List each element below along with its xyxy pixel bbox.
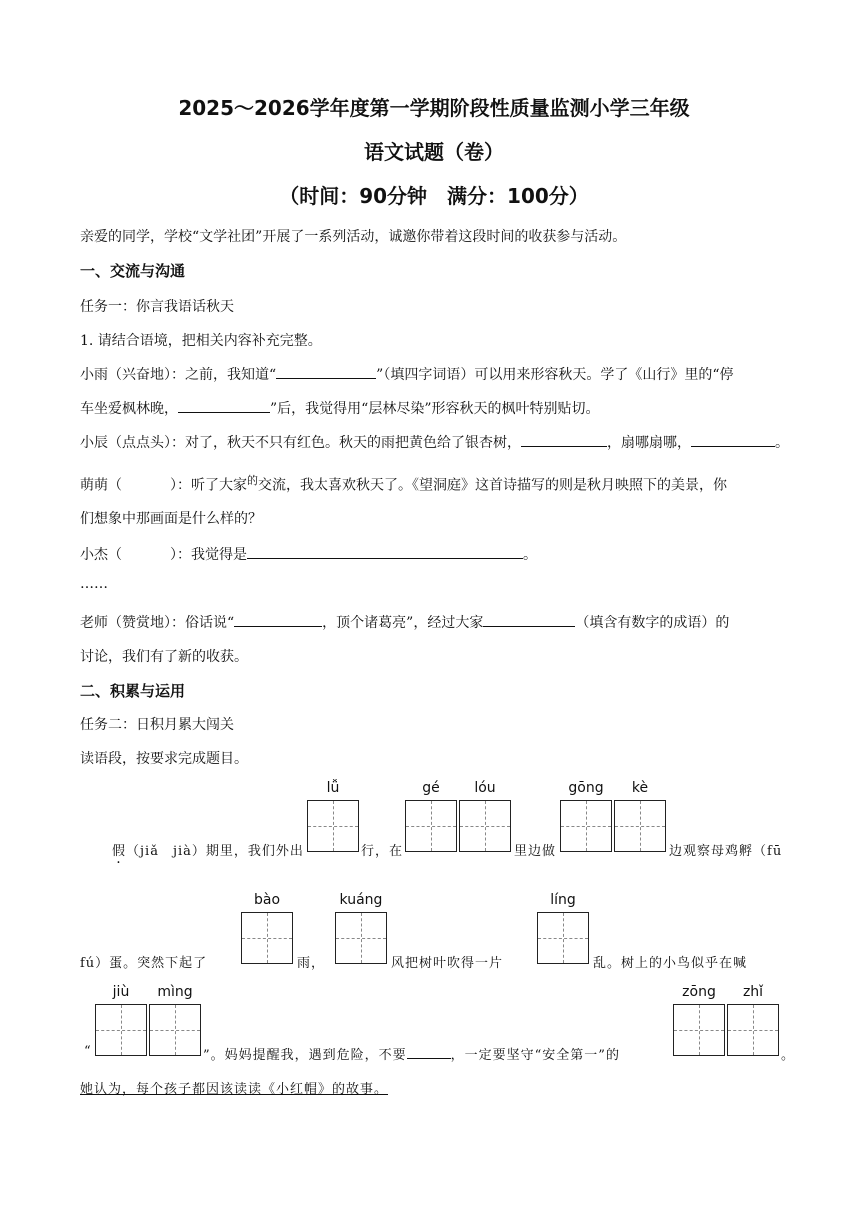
reading-row3-c: 。 xyxy=(781,1048,796,1063)
task2-title: 任务二：日积月累大闯关 xyxy=(80,717,234,733)
answer-blank[interactable] xyxy=(234,612,322,627)
exam-title: 2025～2026学年度第一学期阶段性质量监测小学三年级 xyxy=(178,96,690,120)
pinyin-zong: zōng xyxy=(682,984,716,1000)
tianzige-box[interactable] xyxy=(673,1004,725,1056)
tianzige-box[interactable] xyxy=(459,800,511,852)
intro-text: 亲爱的同学，学校“文学社团”开展了一系列活动，诚邀你带着这段时间的收获参与活动。 xyxy=(80,229,627,245)
pinyin-ge: gé xyxy=(422,780,440,796)
pinyin-zhi: zhǐ xyxy=(742,984,764,1000)
pinyin-lv: lǚ xyxy=(326,780,340,796)
pinyin-lou: lóu xyxy=(474,780,496,796)
question1: 1. 请结合语境，把相关内容补充完整。 xyxy=(80,333,322,349)
dialogue-mengmeng-2: 们想象中那画面是什么样的？ xyxy=(80,511,262,527)
reading-row2-c: 风把树叶吹得一片 xyxy=(391,956,504,971)
tianzige-box[interactable] xyxy=(95,1004,147,1056)
pinyin-ke: kè xyxy=(631,780,649,796)
reading-row2-d: 乱。树上的小鸟似乎在喊 xyxy=(593,956,748,971)
exam-subtitle: 语文试题（卷） xyxy=(364,140,504,164)
dialogue-xiaojie: 小杰（ ）：我觉得是 。 xyxy=(80,544,537,564)
answer-blank[interactable] xyxy=(407,1044,451,1059)
answer-blank[interactable] xyxy=(521,432,607,447)
reading-instruction: 读语段，按要求完成题目。 xyxy=(80,751,248,767)
answer-blank[interactable] xyxy=(178,398,270,413)
reading-row3-b: ”。妈妈提醒我，遇到危险，不要 ，一定要坚守“安全第一”的 xyxy=(203,1044,620,1063)
pinyin-jiu: jiù xyxy=(112,984,130,1000)
section1-heading: 一、交流与沟通 xyxy=(80,262,186,280)
pinyin-kuang: kuáng xyxy=(339,892,383,908)
tianzige-box[interactable] xyxy=(537,912,589,964)
reading-row4-sentence: 她认为，每个孩子都因该读读《小红帽》的故事。 xyxy=(80,1082,389,1097)
dialogue-mengmeng-1: 萌萌（ ）：听了大家$^的$交流，我太喜欢秋天了。《望洞庭》这首诗描写的则是秋月映照下的美景，你 xyxy=(80,474,727,494)
dialogue-teacher-2: 讨论，我们有了新的收获。 xyxy=(80,649,248,665)
answer-blank[interactable] xyxy=(483,612,575,627)
reading-row2-b: 雨， xyxy=(297,956,326,971)
dialogue-xiaochen: 小辰（点点头）：对了，秋天不只有红色。秋天的雨把黄色给了银杏树， ，扇哪扇哪， 。 xyxy=(80,432,789,452)
tianzige-box[interactable] xyxy=(307,800,359,852)
reading-row1-d: 边观察母鸡孵（fū xyxy=(669,844,783,859)
reading-row1-a: 假（jiǎ jià）期里，我们外出 xyxy=(112,844,304,859)
pinyin-ling: líng xyxy=(550,892,576,908)
tianzige-box[interactable] xyxy=(560,800,612,852)
task1-title: 任务一：你言我语话秋天 xyxy=(80,299,234,315)
tianzige-box[interactable] xyxy=(614,800,666,852)
dialogue-xiaoyu-1: 小雨（兴奋地）：之前，我知道“ ”（填四字词语）可以用来形容秋天。学了《山行》里的“停 xyxy=(80,364,734,384)
tianzige-box[interactable] xyxy=(149,1004,201,1056)
dialogue-teacher-1: 老师（赞赏地）：俗话说“ ，顶个诸葛亮”，经过大家 （填含有数字的成语）的 xyxy=(80,612,729,632)
tianzige-box[interactable] xyxy=(727,1004,779,1056)
answer-blank[interactable] xyxy=(247,544,523,559)
reading-row2-a: fú）蛋。突然下起了 xyxy=(80,956,208,971)
reading-row1-c: 里边做 xyxy=(514,844,557,859)
reading-row3-a: “ xyxy=(84,1044,92,1059)
tianzige-box[interactable] xyxy=(241,912,293,964)
pinyin-ming: mìng xyxy=(157,984,193,1000)
reading-row1-b: 行，在 xyxy=(361,844,404,859)
pinyin-bao: bào xyxy=(253,892,281,908)
dialogue-xiaoyu-2: 车坐爱枫林晚， ”后，我觉得用“层林尽染”形容秋天的枫叶特别贴切。 xyxy=(80,398,599,418)
answer-blank[interactable] xyxy=(276,364,376,379)
exam-time-score: （时间：90分钟 满分：100分） xyxy=(279,184,589,208)
section2-heading: 二、积累与运用 xyxy=(80,682,186,700)
answer-blank[interactable] xyxy=(691,432,775,447)
pinyin-gong: gōng xyxy=(568,780,604,796)
ellipsis: …… xyxy=(80,576,108,592)
tianzige-box[interactable] xyxy=(405,800,457,852)
tianzige-box[interactable] xyxy=(335,912,387,964)
